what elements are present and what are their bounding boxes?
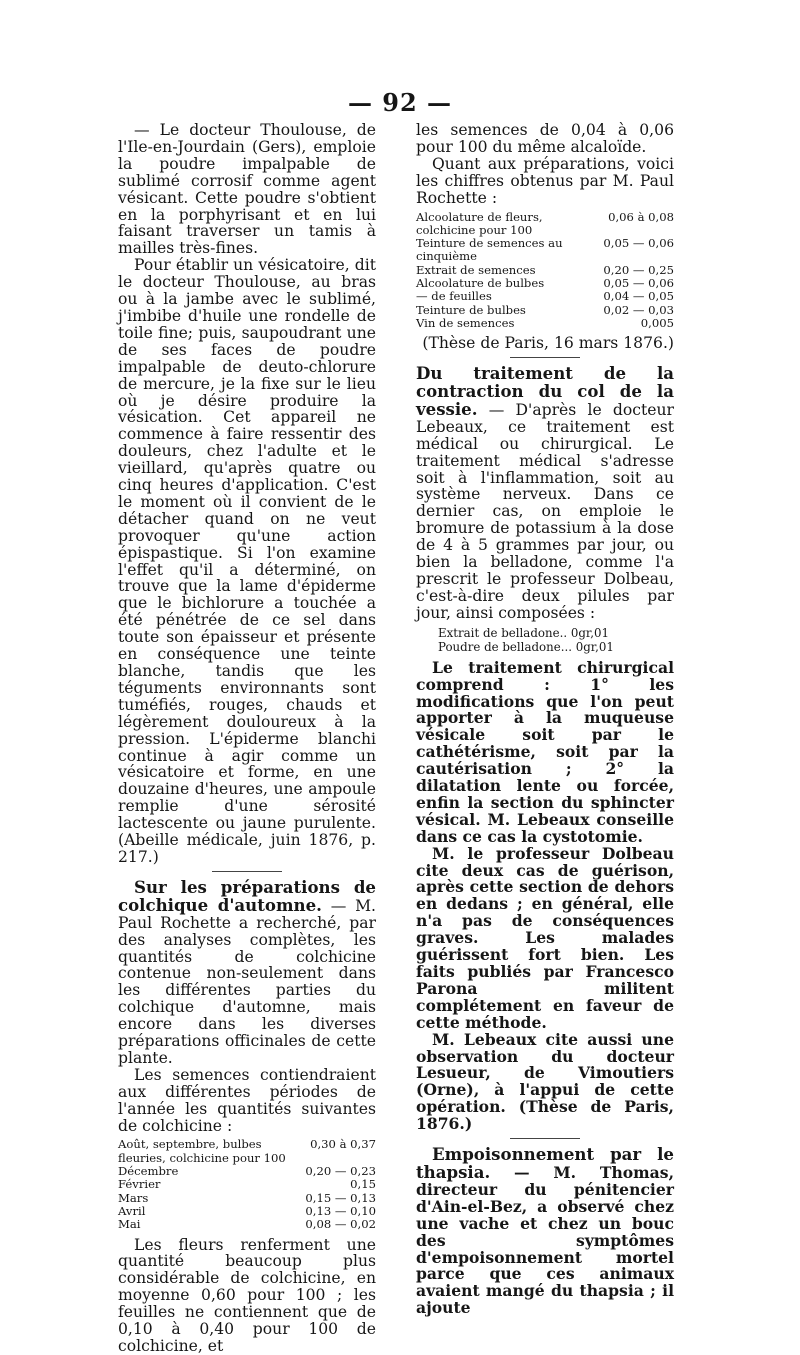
section-divider: [212, 871, 282, 872]
table-cell-value: 0,13 — 0,10: [305, 1203, 376, 1218]
table-row: [416, 290, 674, 303]
table-row: [118, 1178, 376, 1191]
table-row: [416, 304, 674, 317]
table-cell-label: Mai: [118, 1217, 141, 1232]
prescription-line: Extrait de belladone.. 0gr,01: [438, 625, 609, 640]
table-cell-label: Décembre: [118, 1164, 179, 1179]
paragraph: les semences de 0,04 à 0,06 pour 100 du même alcaloïde.: [416, 121, 674, 156]
table-row: [118, 1218, 376, 1231]
section-heading: Du traitement de la contraction du col de la vessie.: [416, 363, 674, 419]
paragraph-text: — M. Paul Rochette a recherché, par des analyses complètes, les quantités de colchicine contenue non-seulement dans les différentes parties du colchique d'automne, mais encore dans les diverses préparations officinales de cette plante.: [118, 896, 376, 1067]
table-row: [118, 1192, 376, 1205]
table-cell-value: 0,02 — 0,03: [603, 302, 674, 317]
citation: (Thèse de Paris, 1876.): [416, 1097, 674, 1134]
citation: (Thèse de Paris, 16 mars 1876.): [422, 334, 674, 353]
table-cell-value: 0,06 à 0,08: [608, 209, 674, 224]
table-row: [118, 1165, 376, 1178]
paragraph-text: — M. Thomas, directeur du pénitencier d'Ain-el-Bez, a observé chez une vache et chez un bouc des symptômes d'empoisonnement mortel parce que ces animaux avaient mangé du thapsia ; il ajoute: [416, 1162, 674, 1318]
paragraph: [416, 1029, 674, 1134]
table-cell-label: Teinture de semences au cinquième: [416, 236, 563, 264]
table-cell-label: Février: [118, 1177, 161, 1192]
prescription-line: Poudre de belladone... 0gr,01: [438, 639, 614, 654]
table-cell-label: Avril: [118, 1203, 146, 1218]
left-column: [118, 122, 376, 1355]
colchicine-seasonal-table: [118, 1138, 376, 1231]
paragraph: Les semences contiendraient aux différentes périodes de l'année les quantités suivantes de colchicine :: [118, 1065, 376, 1135]
table-cell-label: Vin de semences: [416, 315, 515, 330]
table-cell-value: 0,20 — 0,23: [305, 1164, 376, 1179]
table-cell-value: 0,04 — 0,05: [603, 289, 674, 304]
table-row: [416, 264, 674, 277]
paragraph: — Le docteur Thoulouse, de l'Ile-en-Jourdain (Gers), emploie la poudre impalpable de sublimé corrosif comme agent vésicant. Cette poudre s'obtient en la porphyrisant et en lui faisant traverser un tamis à mailles très-fines.: [118, 121, 376, 258]
section-heading: Sur les préparations de colchique d'automne.: [118, 876, 376, 915]
table-cell-value: 0,005: [640, 315, 674, 330]
table-cell-label: Teinture de bulbes: [416, 302, 526, 317]
table-row: [416, 211, 674, 238]
table-cell-value: 0,15 — 0,13: [305, 1190, 376, 1205]
table-row: [416, 237, 674, 264]
table-cell-value: 0,30 à 0,37: [310, 1137, 376, 1152]
citation: (Abeille médicale, juin 1876, p. 217.): [118, 831, 376, 866]
table-cell-value: 0,05 — 0,06: [603, 276, 674, 291]
paragraph-text: Pour établir un vésicatoire, dit le docteur Thoulouse, au bras ou à la jambe avec le sublimé, j'imbibe d'huile une rondelle de toile fine; puis, saupoudrant une de ses faces de poudre impalpable de deuto-chlorure de mercure, je la fixe sur le lieu où je désire produire la vésication. Cet appareil ne commence à faire ressentir des douleurs, chez l'adulte et le vieillard, qu'après quatre ou cinq heures d'application. C'est le moment où il convient de le détacher quand on ne veut provoquer qu'une action épispastique. Si l'on examine l'effet qu'il a déterminé, on trouve que la lame d'épiderme que le bichlorure a touchée a été pénétrée de ce sel dans toute son épaisseur et présente en conséquence une teinte blanche, tandis que les téguments environnants sont tuméfiés, rouges, chauds et légèrement douloureux à la pression. L'épiderme blanchi continue à agir comme un vésicatoire et forme, en une douzaine d'heures, une ampoule remplie d'une sérosité lactescente ou jaune purulente.: [118, 256, 376, 833]
table-cell-label: Août, septembre, bulbes fleuries, colchicine pour 100: [118, 1137, 286, 1165]
table-row: [118, 1138, 376, 1165]
page-number: — 92 —: [347, 88, 453, 117]
table-cell-value: 0,08 — 0,02: [305, 1217, 376, 1232]
paragraph: Les fleurs renferment une quantité beaucoup plus considérable de colchicine, en moyenne 0,60 pour 100 ; les feuilles ne contiennent que de 0,10 à 0,40 pour 100 de colchicine, et: [118, 1235, 376, 1355]
paragraph: M. le professeur Dolbeau cite deux cas de guérison, après cette section de dehors en dedans ; en général, elle n'a pas de conséquences graves. Les malades guérissent fort bien. Les faits publiés par Francesco Parona militent complétement en faveur de cette méthode.: [416, 843, 674, 1032]
right-column: [416, 122, 674, 1317]
table-cell-label: Alcoolature de bulbes: [416, 276, 545, 291]
table-cell-label: — de feuilles: [416, 289, 492, 304]
table-cell-value: 0,05 — 0,06: [603, 236, 674, 251]
paragraph: [118, 257, 376, 866]
paragraph: [416, 365, 674, 622]
paragraph: [118, 876, 376, 1067]
table-row: [118, 1205, 376, 1218]
section-divider: [510, 1138, 580, 1139]
table-row: [416, 277, 674, 290]
table-row: [416, 317, 674, 330]
paragraph: Le traitement chirurgical comprend : 1° les modifications que l'on peut apporter à la muqueuse vésicale soit par le cathétérisme, soit par la cautérisation ; 2° la dilatation lente ou forcée, enfin la section du sphincter vésical. M. Lebeaux conseille dans ce cas la cystotomie.: [416, 657, 674, 846]
table-cell-value: 0,15: [350, 1177, 376, 1192]
section-heading: Empoisonnement par le thapsia.: [416, 1144, 674, 1182]
table-cell-label: Extrait de semences: [416, 262, 536, 277]
paragraph: [416, 1146, 674, 1317]
paragraph-text: M. Lebeaux cite aussi une observation du docteur Lesueur, de Vimoutiers (Orne), à l'appui de cette opération.: [416, 1029, 674, 1117]
paragraph-text: — D'après le docteur Lebeaux, ce traitement est médical ou chirurgical. Le traitement médical s'adresse soit à l'inflammation, soit au système nerveux. Dans ce dernier cas, on emploie le bromure de potassium à la dose de 4 à 5 grammes par jour, ou bien la belladone, comme l'a prescrit le professeur Dolbeau, c'est-à-dire deux pilules par jour, ainsi composées :: [416, 400, 674, 622]
table-cell-label: Mars: [118, 1190, 149, 1205]
section-divider: [510, 357, 580, 358]
preparations-table: [416, 211, 674, 331]
table-cell-value: 0,20 — 0,25: [603, 262, 674, 277]
paragraph: Quant aux préparations, voici les chiffres obtenus par M. Paul Rochette :: [416, 154, 674, 207]
table-cell-label: Alcoolature de fleurs, colchicine pour 100: [416, 209, 543, 237]
prescription: [438, 626, 674, 654]
